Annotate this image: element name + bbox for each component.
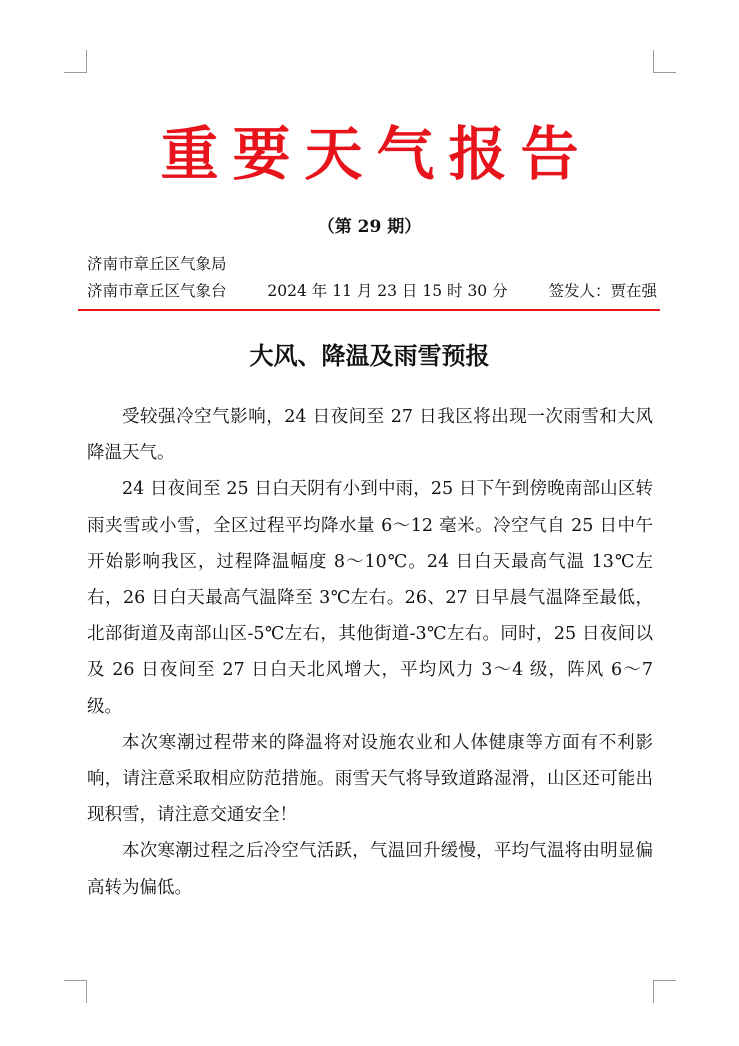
issuing-station: 济南市章丘区气象台	[87, 282, 227, 300]
issue-number: （第 29 期）	[317, 217, 422, 237]
paragraph-3: 本次寒潮过程带来的降温将对设施农业和人体健康等方面有不利影响，请注意采取相应防范措施。雨雪天气将导致道路湿滑，山区还可能出现积雪，请注意交通安全！	[87, 732, 653, 826]
paragraph-4: 本次寒潮过程之后冷空气活跃，气温回升缓慢，平均气温将由明显偏高转为偏低。	[87, 841, 653, 898]
crop-mark-bottom-left	[64, 980, 87, 1003]
document-title: 大风、降温及雨雪预报	[249, 342, 490, 370]
red-divider	[78, 309, 660, 311]
paragraph-2: 24 日夜间至 25 日白天阴有小到中雨，25 日下午到傍晚南部山区转雨夹雪或小雪，全区过程平均降水量 6～12 毫米。冷空气自 25 日中午开始影响我区，过程降温幅度 8～10℃。24 日白天最高气温 13℃左右，26 日白天最高气温降至 3℃左右。26、27 日早晨气温降至最低，北部街道及南部山区-5℃左右，其他街道-3℃左右。同时，25 日夜间以及 26 日夜间至 27 日白天北风增大，平均风力 3～4 级，阵风 6～7 级。	[87, 479, 653, 717]
crop-mark-top-right	[653, 50, 676, 73]
masthead-title: 重要天气报告	[160, 120, 593, 188]
paragraph-1: 受较强冷空气影响，24 日夜间至 27 日我区将出现一次雨雪和大风降温天气。	[87, 407, 653, 464]
crop-mark-top-left	[64, 50, 87, 73]
issuing-organization: 济南市章丘区气象局	[87, 255, 227, 273]
issue-datetime: 2024 年 11 月 23 日 15 时 30 分	[267, 282, 508, 300]
signer: 签发人：贾在强	[548, 282, 657, 300]
crop-mark-bottom-right	[653, 980, 676, 1003]
document-body	[87, 399, 653, 906]
issuing-info-line	[87, 279, 657, 303]
